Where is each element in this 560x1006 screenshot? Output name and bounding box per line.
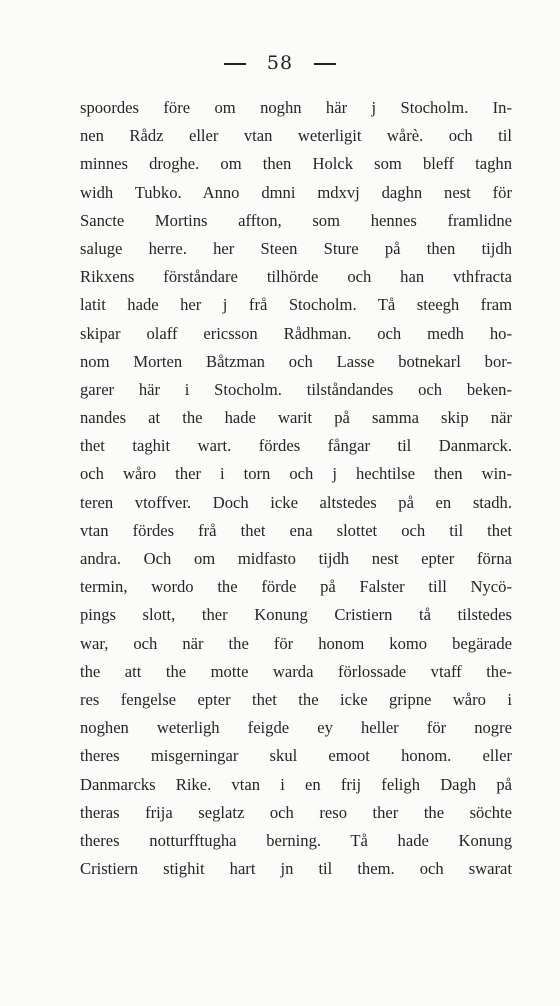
text-line: war, och när the för honom komo begärade [80, 633, 512, 653]
body-text [80, 94, 512, 883]
text-line: och wåro ther i torn och j hechtilse then win- [80, 464, 512, 484]
text-line: termin, wordo the förde på Falster till Nycö- [80, 577, 512, 597]
text-line: skipar olaff ericsson Rådhman. och medh ho- [80, 323, 512, 343]
text-line: minnes droghe. om then Holck som bleff taghn [80, 154, 512, 174]
text-line: Cristiern stighit hart jn til them. och swarat [80, 859, 512, 879]
text-line: widh Tubko. Anno dmni mdxvj daghn nest för [80, 182, 512, 202]
text-line: Sancte Mortins affton, som hennes framlidne [80, 210, 512, 230]
text-line: nen Rådz eller vtan weterligit wårè. och til [80, 126, 512, 146]
header-dash-left [224, 63, 246, 65]
text-line: noghen weterligh feigde ey heller för nogre [80, 718, 512, 738]
text-line: thet taghit wart. fördes fångar til Danmarck. [80, 436, 512, 456]
text-line: spoordes före om noghn här j Stocholm. In- [80, 98, 512, 117]
page-number: 58 [266, 52, 294, 74]
text-line: theres misgerningar skul emoot honom. eller [80, 746, 512, 766]
text-line: nandes at the hade warit på samma skip när [80, 408, 512, 428]
text-line: nom Morten Båtzman och Lasse botnekarl bor- [80, 351, 512, 371]
text-line: theres notturfftugha berning. Tå hade Konung [80, 830, 512, 850]
header-dash-right [314, 63, 336, 65]
text-line: Danmarcks Rike. vtan i en frij feligh Dagh på [80, 774, 512, 794]
text-line: the att the motte warda förlossade vtaff the- [80, 661, 512, 681]
text-line: vtan fördes frå thet ena slottet och til thet [80, 520, 512, 540]
text-line: teren vtoffver. Doch icke altstedes på en stadh. [80, 492, 512, 512]
page-header [0, 52, 560, 74]
text-line: pings slott, ther Konung Cristiern tå tilstedes [80, 605, 512, 625]
text-line: Rikxens förståndare tilhörde och han vthfracta [80, 267, 512, 287]
text-line: theras frija seglatz och reso ther the söchte [80, 802, 512, 822]
text-line: andra. Och om midfasto tijdh nest epter förna [80, 549, 512, 568]
text-line: garer här i Stocholm. tilståndandes och beken- [80, 379, 512, 399]
text-line: saluge herre. her Steen Sture på then tijdh [80, 238, 512, 258]
text-line: res fengelse epter thet the icke gripne wåro i [80, 689, 512, 709]
text-line: latit hade her j frå Stocholm. Tå steegh fram [80, 295, 512, 315]
